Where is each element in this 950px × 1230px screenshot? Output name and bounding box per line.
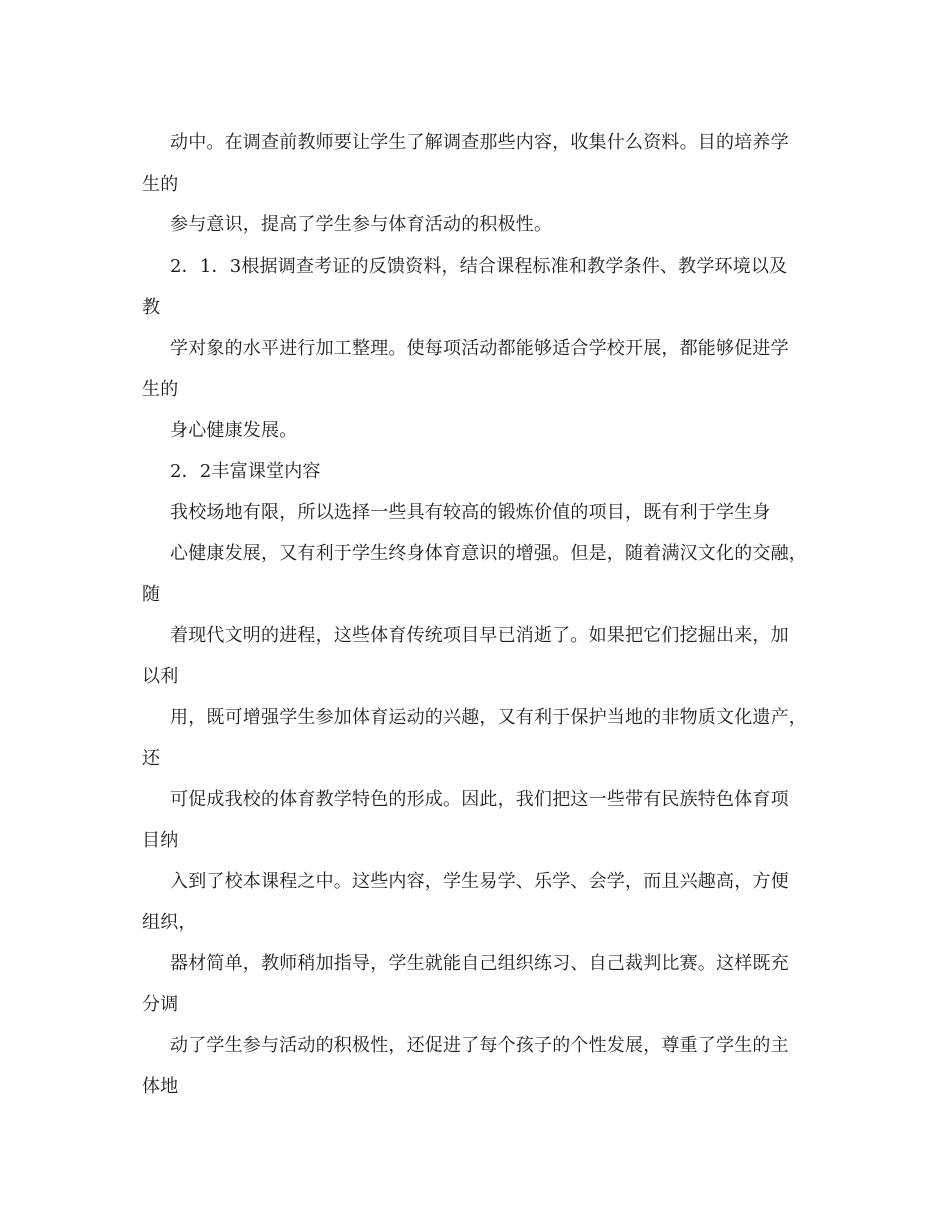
text-line: 器材简单，教师稍加指导，学生就能自己组织练习、自己裁判比赛。这样既充 [170, 953, 789, 974]
text-line: 体地 [142, 1076, 179, 1097]
text-line: 以利 [142, 666, 179, 687]
text-line: 生的 [142, 174, 179, 195]
text-line: 可促成我校的体育教学特色的形成。因此，我们把这一些带有民族特色体育项 [170, 789, 789, 810]
text-line: 生的 [142, 379, 179, 400]
text-line: 动了学生参与活动的积极性，还促进了每个孩子的个性发展，尊重了学生的主 [170, 1035, 789, 1056]
text-line: 用，既可增强学生参加体育运动的兴趣，又有利于保护当地的非物质文化遗产， [170, 707, 807, 728]
text-line: 随 [142, 584, 161, 605]
text-line: 还 [142, 748, 161, 769]
text-line: 动中。在调查前教师要让学生了解调查那些内容，收集什么资料。目的培养学 [170, 132, 789, 153]
text-line: 心健康发展，又有利于学生终身体育意识的增强。但是，随着满汉文化的交融， [170, 543, 807, 564]
text-line: 我校场地有限，所以选择一些具有较高的锻炼价值的项目，既有利于学生身 [170, 502, 771, 523]
text-line: 教 [142, 297, 161, 318]
section-heading: 2．2丰富课堂内容 [170, 461, 321, 482]
text-line: 分调 [142, 994, 179, 1015]
text-line: 着现代文明的进程，这些体育传统项目早已消逝了。如果把它们挖掘出来，加 [170, 625, 789, 646]
text-line: 入到了校本课程之中。这些内容，学生易学、乐学、会学，而且兴趣高，方便 [170, 871, 789, 892]
text-line: 身心健康发展。 [170, 420, 298, 441]
text-line: 目纳 [142, 830, 179, 851]
text-line: 组织， [142, 912, 197, 933]
text-line: 学对象的水平进行加工整理。使每项活动都能够适合学校开展，都能够促进学 [170, 338, 789, 359]
text-line: 2．1．3根据调查考证的反馈资料，结合课程标准和教学条件、教学环境以及 [170, 256, 788, 277]
text-line: 参与意识，提高了学生参与体育活动的积极性。 [170, 214, 553, 235]
